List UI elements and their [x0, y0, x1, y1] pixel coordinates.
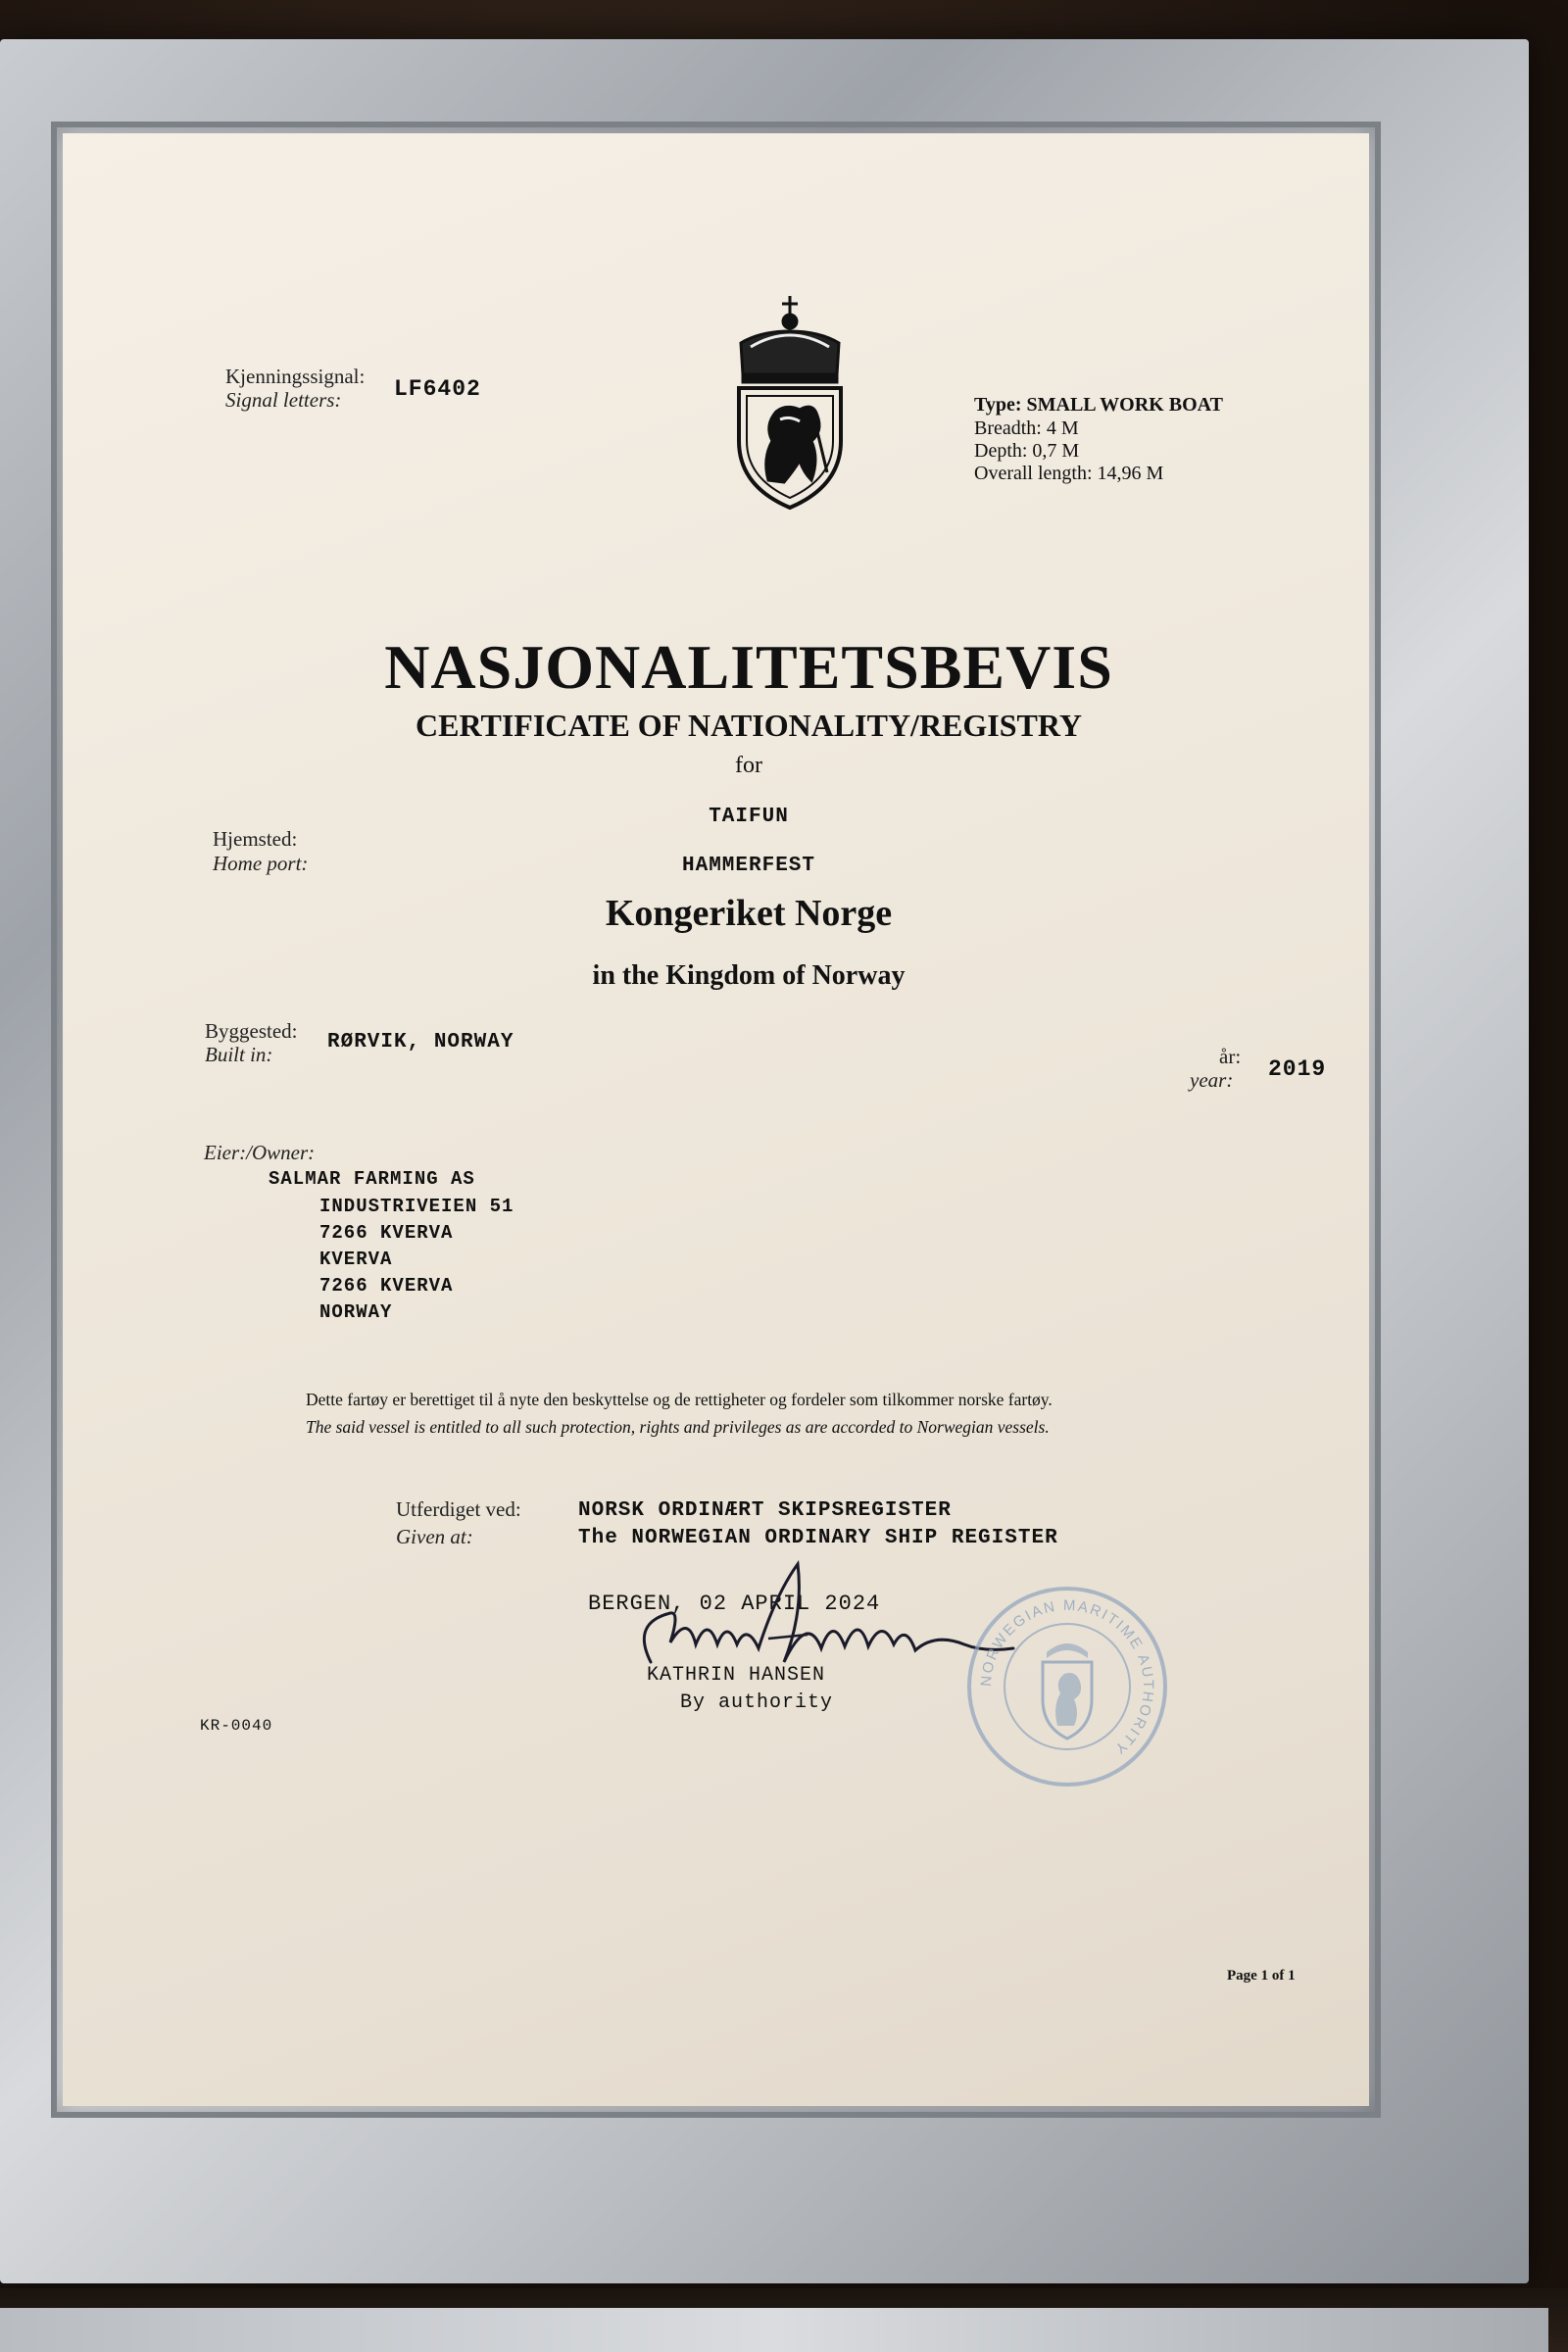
year-label-en: year:	[1190, 1068, 1234, 1092]
certificate-subtitle: CERTIFICATE OF NATIONALITY/REGISTRY	[416, 708, 1082, 743]
owner-address-line: NORWAY	[319, 1301, 393, 1323]
norwegian-coat-of-arms-icon	[721, 294, 858, 512]
built-in-label-en: Built in:	[205, 1043, 273, 1066]
vessel-type: Type: SMALL WORK BOAT	[974, 394, 1223, 416]
certificate-title: NASJONALITETSBEVIS	[384, 632, 1113, 702]
owner-name: SALMAR FARMING AS	[269, 1168, 475, 1190]
owner-address-line: KVERVA	[319, 1249, 393, 1270]
owner-address-line: 7266 KVERVA	[319, 1275, 454, 1297]
vessel-depth: Depth: 0,7 M	[974, 440, 1080, 462]
form-code: KR-0040	[200, 1717, 273, 1735]
owner-address	[319, 1194, 514, 1326]
second-frame-edge	[0, 2308, 1548, 2352]
built-in-value: RØRVIK, NORWAY	[327, 1031, 514, 1054]
year-label-no: år:	[1219, 1045, 1242, 1068]
signal-letters-value: LF6402	[394, 376, 481, 402]
owner-address-line: 7266 KVERVA	[319, 1222, 454, 1244]
home-port-label-no: Hjemsted:	[213, 827, 298, 851]
stamp-text: NORWEGIAN MARITIME AUTHORITY	[977, 1596, 1157, 1758]
vessel-name: TAIFUN	[709, 806, 789, 828]
issued-value-en: The NORWEGIAN ORDINARY SHIP REGISTER	[578, 1527, 1058, 1549]
entitlement-text-en: The said vessel is entitled to all such protection, rights and privileges as are accorded to Norwegian vessels.	[306, 1417, 1050, 1437]
entitlement-text-no: Dette fartøy er berettiget til å nyte den beskyttelse og de rettigheter og fordeler som tilkommer norske fartøy.	[306, 1390, 1053, 1409]
signatory-name: KATHRIN HANSEN	[647, 1664, 826, 1687]
home-port-label-en: Home port:	[213, 852, 309, 875]
handwritten-signature	[612, 1554, 1023, 1691]
maritime-authority-stamp	[964, 1584, 1170, 1789]
issued-value-no: NORSK ORDINÆRT SKIPSREGISTER	[578, 1499, 952, 1522]
signal-label-no: Kjenningssignal:	[225, 365, 366, 388]
issued-label-en: Given at:	[396, 1525, 473, 1548]
year-value: 2019	[1268, 1056, 1327, 1082]
by-authority: By authority	[680, 1691, 834, 1714]
vessel-overall-length: Overall length: 14,96 M	[974, 463, 1164, 484]
home-port-value: HAMMERFEST	[681, 855, 816, 877]
built-in-label-no: Byggested:	[205, 1019, 298, 1043]
owner-address-line: INDUSTRIVEIEN 51	[319, 1196, 514, 1217]
page-number: Page 1 of 1	[1227, 1968, 1296, 1984]
certificate-paper	[63, 133, 1369, 2106]
signal-label-en: Signal letters:	[225, 388, 342, 412]
for-label: for	[735, 753, 762, 778]
kingdom-norwegian: Kongeriket Norge	[605, 893, 893, 934]
owner-label: Eier:/Owner:	[204, 1141, 316, 1164]
issued-label-no: Utferdiget ved:	[396, 1497, 521, 1521]
issue-place-date: BERGEN, 02 APRIL 2024	[588, 1592, 881, 1616]
kingdom-english: in the Kingdom of Norway	[592, 960, 906, 991]
vessel-breadth: Breadth: 4 M	[974, 417, 1079, 439]
